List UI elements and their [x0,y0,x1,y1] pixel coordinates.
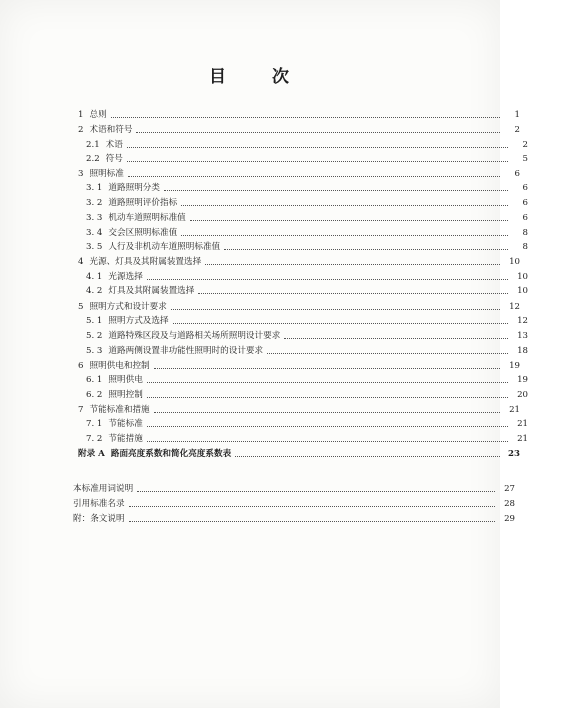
toc-entry [0,123,578,137]
dot-leader [147,396,508,398]
toc-entry-label: 术语 [105,140,123,150]
toc-entry-label: 照明方式及选择 [108,316,169,326]
toc-entry-label: 道路特殊区段及与道路相关场所照明设计要求 [108,331,281,341]
toc-entry-label: 灯具及其附属装置选择 [108,286,195,296]
toc-entry [0,329,586,343]
back-matter-label: 本标准用词说明 [73,484,134,494]
toc-entry-page: 2 [514,125,520,135]
toc-entry [0,181,586,195]
toc-entry-label: 照明供电和控制 [89,361,150,371]
dot-leader [190,219,508,221]
toc-entry-page: 6 [514,169,520,179]
toc-entry [0,167,578,181]
toc-entry [0,108,578,122]
toc-entry-page: 21 [517,419,528,429]
toc-entry-label: 节能标准和措施 [89,405,150,415]
toc-entry-label: 道路照明评价指标 [108,198,178,208]
dot-leader [147,440,508,442]
back-matter-label: 引用标准名录 [73,499,125,509]
back-matter-entry [0,512,573,526]
toc-entry-number: 7. 1 [86,419,103,429]
toc-entry-number: 2.2 [86,154,100,164]
toc-entry-page: 8 [522,242,528,252]
toc-entry-number: 6. 1 [86,375,103,385]
toc-entry [0,403,578,417]
toc-entry-page: 21 [509,405,520,415]
dot-leader [154,367,500,369]
title-char-1: 目 [209,67,228,87]
toc-entry [0,373,586,387]
toc-entry [0,447,578,461]
toc-entry-label: 照明方式和设计要求 [89,302,167,312]
back-matter-page: 27 [504,484,515,494]
toc-entry-page: 5 [522,154,528,164]
toc-entry-label: 术语和符号 [89,125,133,135]
toc-entry [0,240,586,254]
toc-entry-label: 总则 [89,110,107,120]
toc-entry-number: 7. 2 [86,434,103,444]
toc-entry-label: 道路两侧设置非功能性照明时的设计要求 [108,346,264,356]
dot-leader [205,263,500,265]
toc-entry-label: 节能措施 [108,434,143,444]
toc-entry-label: 节能标准 [108,419,143,429]
toc-entry-number: 6. 2 [86,390,103,400]
dot-leader [235,455,500,457]
dot-leader [164,189,508,191]
toc-entry-page: 6 [522,213,528,223]
toc-entry-number: 2.1 [86,140,100,150]
toc-entry-label: 道路照明分类 [108,183,160,193]
toc-entry-page: 12 [517,316,528,326]
dot-leader [147,425,508,427]
toc-entry-label: 符号 [105,154,123,164]
dot-leader [147,381,508,383]
dot-leader [224,248,508,250]
toc-entry-number: 4 [78,257,84,267]
toc-entry-page: 12 [509,302,520,312]
toc-entry-number: 6 [78,361,84,371]
toc-entry [0,152,586,166]
toc-entry-number: 7 [78,405,84,415]
toc-entry-number: 3. 3 [86,213,103,223]
dot-leader [181,204,508,206]
toc-entry-number: 3. 4 [86,228,103,238]
dot-leader [173,322,508,324]
toc-entry-page: 18 [517,346,528,356]
toc-entry [0,255,578,269]
toc-entry-page: 10 [509,257,520,267]
toc-entry-number: 4. 1 [86,272,103,282]
toc-entry-page: 8 [522,228,528,238]
toc-entry-number: 5. 3 [86,346,103,356]
dot-leader [284,337,508,339]
toc-entry-number: 3. 2 [86,198,103,208]
toc-entry-number: 5 [78,302,84,312]
toc-entry [0,417,586,431]
back-matter-entry [0,497,573,511]
toc-entry-label: 交会区照明标准值 [108,228,178,238]
toc-entry-number: 2 [78,125,84,135]
toc-entry-page: 2 [522,140,528,150]
toc-entry-page: 19 [509,361,520,371]
toc-entry [0,270,586,284]
dot-leader [129,520,495,522]
toc-entry [0,138,586,152]
toc-entry-page: 13 [517,331,528,341]
toc-entry-page: 6 [522,198,528,208]
toc-entry [0,196,586,210]
toc-entry-label: 照明供电 [108,375,143,385]
dot-leader [154,411,500,413]
title-char-2: 次 [272,67,291,87]
toc-entry-label: 光源、灯具及其附属装置选择 [89,257,202,267]
toc-entry [0,344,586,358]
toc-entry-page: 23 [508,449,520,459]
dot-leader [137,490,495,492]
toc-entry-number: 3 [78,169,84,179]
toc-entry [0,300,578,314]
dot-leader [111,116,500,118]
toc-entry-page: 10 [517,272,528,282]
toc-entry-label: 机动车道照明标准值 [108,213,186,223]
dot-leader [127,160,508,162]
toc-entry-number: 5. 1 [86,316,103,326]
toc-entry-page: 10 [517,286,528,296]
toc-entry [0,284,586,298]
toc-entry-number: 附录 A [78,449,105,459]
back-matter-label: 附：条文说明 [73,514,125,524]
toc-entry-number: 3. 5 [86,242,103,252]
toc-entry-number: 4. 2 [86,286,103,296]
back-matter-entry [0,482,573,496]
toc-entry-number: 3. 1 [86,183,103,193]
toc-entry-number: 5. 2 [86,331,103,341]
dot-leader [127,146,508,148]
toc-entry [0,314,586,328]
dot-leader [267,352,508,354]
toc-entry-label: 路面亮度系数和简化亮度系数表 [110,449,232,459]
back-matter-page: 29 [504,514,515,524]
toc-entry-page: 1 [514,110,520,120]
dot-leader [136,131,500,133]
toc-entry-page: 6 [522,183,528,193]
toc-entry [0,211,586,225]
toc-entry-page: 21 [517,434,528,444]
dot-leader [147,278,508,280]
dot-leader [128,175,500,177]
toc-entry [0,359,578,373]
dot-leader [129,505,495,507]
toc-entry [0,388,586,402]
toc-entry-number: 1 [78,110,84,120]
toc-entry-page: 19 [517,375,528,385]
toc-entry-label: 照明标准 [89,169,124,179]
toc-entry-label: 人行及非机动车道照明标准值 [108,242,221,252]
dot-leader [198,292,508,294]
dot-leader [181,234,508,236]
back-matter-page: 28 [504,499,515,509]
toc-entry-page: 20 [517,390,528,400]
page-title [0,62,500,87]
toc-entry [0,226,586,240]
toc-entry [0,432,586,446]
toc-entry-label: 照明控制 [108,390,143,400]
toc-entry-label: 光源选择 [108,272,143,282]
dot-leader [171,308,500,310]
